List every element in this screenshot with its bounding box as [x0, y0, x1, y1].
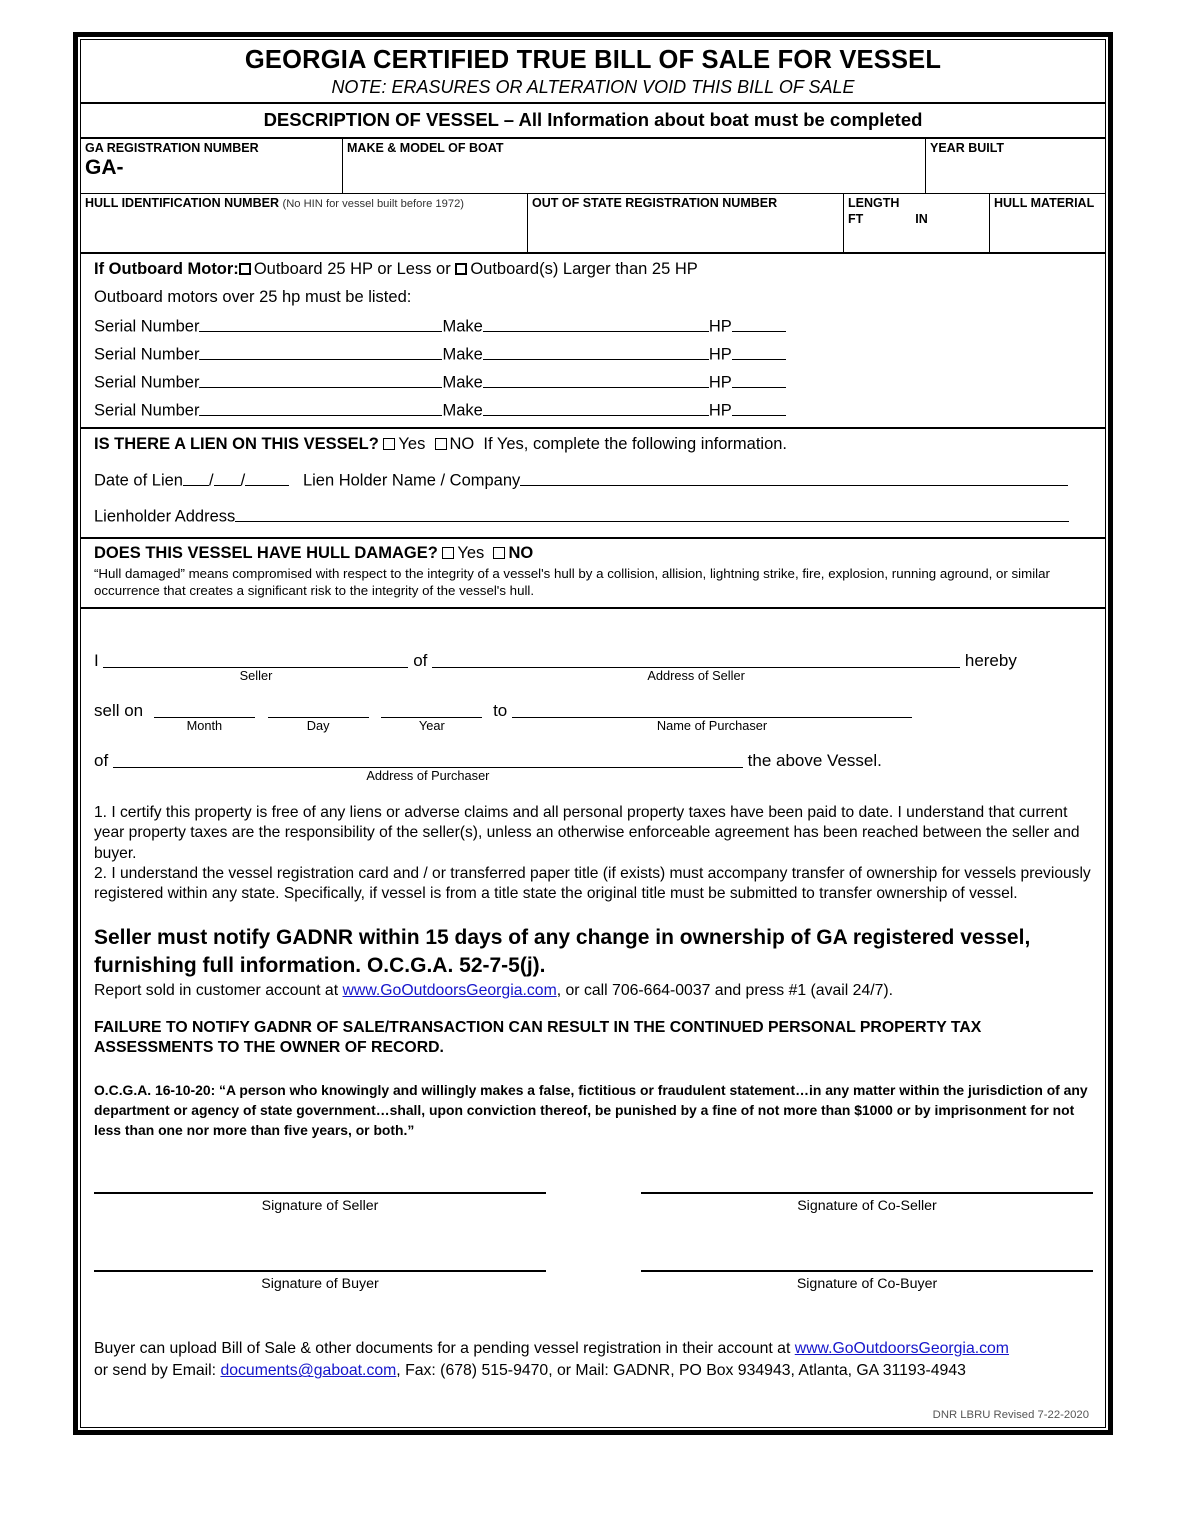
- cell-hull-material[interactable]: [990, 194, 1106, 253]
- hull-damage-section: [81, 539, 1105, 609]
- seller-name-slot: [103, 651, 408, 683]
- outboard-small-checkbox[interactable]: [239, 263, 251, 275]
- year-caption: Year: [418, 717, 445, 733]
- make-label: Make: [442, 345, 483, 364]
- hull-damage-definition: “Hull damaged” means compromised with respect to the integrity of a vessel's hull by a collision, allision, lightning strike, fire, explosion, running aground, or similar occurrence that creates a significant risk to the integrity of the vessel's hull.: [94, 565, 1050, 598]
- hp-label: HP: [708, 373, 732, 392]
- hp-input-2[interactable]: [732, 343, 786, 360]
- outboard-motor-section: [81, 254, 1105, 429]
- transfer-body-section: [81, 609, 1105, 1425]
- lien-yes-label: Yes: [398, 435, 426, 454]
- purchaser-address-caption: Address of Purchaser: [366, 768, 490, 784]
- lien-holder-label: Lien Holder Name / Company: [302, 471, 521, 490]
- page-title: GEORGIA CERTIFIED TRUE BILL OF SALE FOR VESSEL: [244, 46, 942, 74]
- hull-damage-yes-checkbox[interactable]: [442, 547, 454, 559]
- lien-date-day-input[interactable]: [214, 469, 241, 486]
- seller-caption: Seller: [239, 667, 273, 683]
- length-label: LENGTH: [848, 196, 900, 211]
- make-model-label: MAKE & MODEL OF BOAT: [347, 141, 504, 156]
- seller-address-slot: [432, 651, 960, 683]
- seller-name-input[interactable]: [103, 651, 408, 668]
- upload-prefix-text: Buyer can upload Bill of Sale & other documents for a pending vessel registration in their account at: [94, 1340, 795, 1358]
- hull-material-label: HULL MATERIAL: [994, 196, 1095, 211]
- purchaser-address-slot: [113, 751, 743, 783]
- cell-out-of-state-registration[interactable]: [528, 194, 844, 253]
- purchaser-name-input[interactable]: [512, 701, 912, 718]
- signature-cell-co-buyer: [641, 1270, 1093, 1292]
- hull-damage-no-checkbox[interactable]: [493, 547, 505, 559]
- sale-year-input[interactable]: [381, 701, 482, 718]
- upload-line: [94, 1338, 1093, 1360]
- sale-month-input[interactable]: [154, 701, 255, 718]
- serial-number-input-2[interactable]: [199, 343, 442, 360]
- lien-no-label: NO: [449, 435, 475, 454]
- transfer-hereby-word: hereby: [964, 650, 1017, 670]
- signature-cell-seller: [94, 1192, 546, 1214]
- transfer-above-vessel-words: the above Vessel.: [747, 751, 882, 771]
- lien-date-row: [94, 469, 1094, 491]
- certification-item-2: 2. I understand the vessel registration card and / or transferred paper title (if exists) must accompany transfer of ownership for vessels previously registered within any state. Specifically, if vessel is from a title state the original title must be submitted to transfer ownership of vessel.: [94, 864, 1091, 902]
- transfer-line-purchaser-address: [94, 751, 1093, 783]
- month-caption: Month: [186, 717, 223, 733]
- lien-if-yes-note: If Yes, complete the following information.: [483, 435, 788, 454]
- outboard-or-label: or: [436, 260, 451, 279]
- table-row: [81, 139, 1105, 194]
- outboard-motor-row-3: [94, 371, 1094, 393]
- sale-day-slot: [268, 701, 369, 733]
- form-outer-frame: [73, 32, 1113, 1435]
- lien-no-checkbox[interactable]: [435, 438, 447, 450]
- hp-input-4[interactable]: [732, 399, 786, 416]
- make-label: Make: [442, 373, 483, 392]
- buyer-signature-caption: Signature of Buyer: [261, 1276, 379, 1293]
- serial-number-label: Serial Number: [94, 345, 200, 364]
- form-inner-frame: [80, 39, 1106, 1428]
- erasure-note: NOTE: ERASURES OR ALTERATION VOID THIS BILL OF SALE: [331, 76, 855, 97]
- description-of-vessel-bar: DESCRIPTION OF VESSEL – All Information about boat must be completed: [81, 104, 1105, 139]
- lien-question-label: IS THERE A LIEN ON THIS VESSEL?: [94, 435, 379, 454]
- transfer-to-word: to: [493, 700, 508, 720]
- co-seller-signature-input[interactable]: [641, 1192, 1093, 1194]
- transfer-i-word: I: [94, 650, 99, 670]
- submission-instructions: [94, 1338, 1093, 1383]
- hp-label: HP: [708, 402, 732, 421]
- seller-address-input[interactable]: [432, 651, 960, 668]
- cell-year-built[interactable]: [926, 139, 1106, 194]
- co-seller-signature-caption: Signature of Co-Seller: [797, 1198, 937, 1215]
- gooutdoorsgeorgia-footer-link[interactable]: www.GoOutdoorsGeorgia.com: [794, 1340, 1009, 1358]
- transfer-of-word: of: [413, 650, 428, 670]
- signature-block: [94, 1192, 1093, 1292]
- length-ft-label: FT: [848, 211, 864, 226]
- purchaser-name-slot: [512, 701, 912, 733]
- outboard-must-be-listed: Outboard motors over 25 hp must be listed:: [94, 288, 412, 307]
- lienholder-address-label: Lienholder Address: [94, 507, 236, 526]
- day-caption: Day: [306, 717, 330, 733]
- outboard-motor-row-1: [94, 315, 1094, 337]
- serial-number-label: Serial Number: [94, 373, 200, 392]
- hp-input-3[interactable]: [732, 371, 786, 388]
- hin-label: HULL IDENTIFICATION NUMBER (No HIN for vessel built before 1972): [85, 196, 465, 211]
- lien-date-slash-2: /: [240, 471, 246, 490]
- title-block: [81, 40, 1105, 104]
- co-buyer-signature-caption: Signature of Co-Buyer: [796, 1276, 938, 1293]
- gooutdoorsgeorgia-link[interactable]: www.GoOutdoorsGeorgia.com: [342, 981, 557, 999]
- sale-day-input[interactable]: [268, 701, 369, 718]
- sale-month-slot: [154, 701, 255, 733]
- seller-signature-input[interactable]: [94, 1192, 546, 1194]
- length-in-label: IN: [915, 211, 928, 226]
- make-label: Make: [442, 317, 483, 336]
- outboard-prompt-label: If Outboard Motor:: [94, 260, 239, 279]
- out-of-state-label: OUT OF STATE REGISTRATION NUMBER: [532, 196, 778, 211]
- report-sold-line: [94, 981, 1093, 1002]
- serial-number-label: Serial Number: [94, 317, 200, 336]
- year-built-label: YEAR BUILT: [930, 141, 1005, 156]
- make-label: Make: [442, 402, 483, 421]
- serial-number-input-1[interactable]: [199, 315, 442, 332]
- outboard-motor-row-4: [94, 399, 1094, 421]
- serial-number-label: Serial Number: [94, 402, 200, 421]
- documents-email-link[interactable]: documents@gaboat.com: [220, 1362, 397, 1380]
- lien-yes-checkbox[interactable]: [383, 438, 395, 450]
- outboard-large-checkbox[interactable]: [455, 263, 467, 275]
- outboard-small-label: Outboard 25 HP or Less: [253, 260, 432, 279]
- ga-prefix-text: GA-: [85, 155, 124, 179]
- purchaser-caption: Name of Purchaser: [656, 717, 768, 733]
- lien-date-label: Date of Lien: [94, 471, 183, 490]
- lien-question-line: [94, 434, 1094, 455]
- serial-number-input-3[interactable]: [199, 371, 442, 388]
- make-input-2[interactable]: [483, 343, 709, 360]
- lien-date-slash-1: /: [208, 471, 214, 490]
- hp-label: HP: [708, 317, 732, 336]
- ga-registration-label: GA REGISTRATION NUMBER: [85, 141, 259, 156]
- co-buyer-signature-input[interactable]: [641, 1270, 1093, 1272]
- make-input-3[interactable]: [483, 371, 709, 388]
- hull-damage-no-label: NO: [508, 543, 534, 562]
- serial-number-input-4[interactable]: [199, 399, 442, 416]
- email-prefix-text: or send by Email:: [94, 1362, 221, 1380]
- seller-signature-caption: Signature of Seller: [261, 1198, 379, 1215]
- cell-ga-registration-number[interactable]: [81, 139, 343, 194]
- certification-item-1: 1. I certify this property is free of any liens or adverse claims and all personal property taxes have been paid to date. I understand that current year property taxes are the responsibility of the seller(s), unless an otherwise enforceable agreement has been reached between the seller and buyer.: [94, 804, 1080, 862]
- cell-length[interactable]: [844, 194, 990, 253]
- failure-to-notify-warning: FAILURE TO NOTIFY GADNR OF SALE/TRANSACTION CAN RESULT IN THE CONTINUED PERSONAL PROPERTY TAX ASSESSMENTS TO THE OWNER OF RECORD.: [94, 1019, 982, 1057]
- lien-date-year-input[interactable]: [245, 469, 289, 486]
- hull-damage-question-line: [94, 543, 1094, 564]
- make-input-4[interactable]: [483, 399, 709, 416]
- make-input-1[interactable]: [483, 315, 709, 332]
- transfer-line-date-purchaser: [94, 701, 1093, 733]
- vessel-description-table-row2: [81, 194, 1105, 254]
- vessel-description-table: [81, 139, 1105, 194]
- email-fax-mail-line: [94, 1360, 1093, 1382]
- lien-date-month-input[interactable]: [183, 469, 209, 486]
- revision-stamp: DNR LBRU Revised 7-22-2020: [932, 1408, 1089, 1421]
- cell-make-model[interactable]: [343, 139, 926, 194]
- hp-input-1[interactable]: [732, 315, 786, 332]
- lienholder-address-input[interactable]: [235, 505, 1069, 522]
- purchaser-address-input[interactable]: [113, 751, 743, 768]
- signature-cell-co-seller: [641, 1192, 1093, 1214]
- transfer-sell-on-words: sell on: [94, 700, 144, 720]
- lien-address-row: [94, 505, 1094, 527]
- gadnr-notice-headline: Seller must notify GADNR within 15 days of any change in ownership of GA registered vessel, furnishing full information. O.C.G.A. 52-7-5(j).: [94, 926, 1031, 977]
- signature-row-sellers: [94, 1192, 1093, 1214]
- transfer-line-seller: [94, 651, 1093, 683]
- transfer-of-word-2: of: [94, 751, 109, 771]
- signature-cell-buyer: [94, 1270, 546, 1292]
- outboard-large-label: Outboard(s) Larger than 25 HP: [470, 260, 698, 279]
- ocga-statute-text: O.C.G.A. 16-10-20: “A person who knowingly and willingly makes a false, fictitious or fraudulent statement…in any matter within the jurisdiction of any department or agency of state government…shall, upon conviction thereof, be punished by a fine of not more than $1000 or by imprisonment for not less than one nor more than five years, or both.”: [94, 1081, 1088, 1138]
- table-row: [81, 194, 1105, 253]
- email-suffix-text: , Fax: (678) 515-9470, or Mail: GADNR, PO Box 934943, Atlanta, GA 31193-4943: [396, 1362, 966, 1380]
- hin-hint: (No HIN for vessel built before 1972): [282, 198, 465, 211]
- lien-holder-input[interactable]: [520, 469, 1068, 486]
- hp-label: HP: [708, 345, 732, 364]
- sale-year-slot: [381, 701, 482, 733]
- report-prefix-text: Report sold in customer account at: [94, 981, 343, 999]
- seller-address-caption: Address of Seller: [647, 667, 745, 683]
- lien-section: [81, 429, 1105, 538]
- outboard-prompt-line: [94, 259, 1094, 280]
- outboard-motor-row-2: [94, 343, 1094, 365]
- length-units: [848, 212, 989, 226]
- signature-row-buyers: [94, 1270, 1093, 1292]
- report-suffix-text: , or call 706-664-0037 and press #1 (avail 24/7).: [556, 981, 894, 999]
- hull-damage-question-label: DOES THIS VESSEL HAVE HULL DAMAGE?: [94, 543, 438, 562]
- hull-damage-yes-label: Yes: [457, 543, 485, 562]
- buyer-signature-input[interactable]: [94, 1270, 546, 1272]
- cell-hull-identification-number[interactable]: [81, 194, 528, 253]
